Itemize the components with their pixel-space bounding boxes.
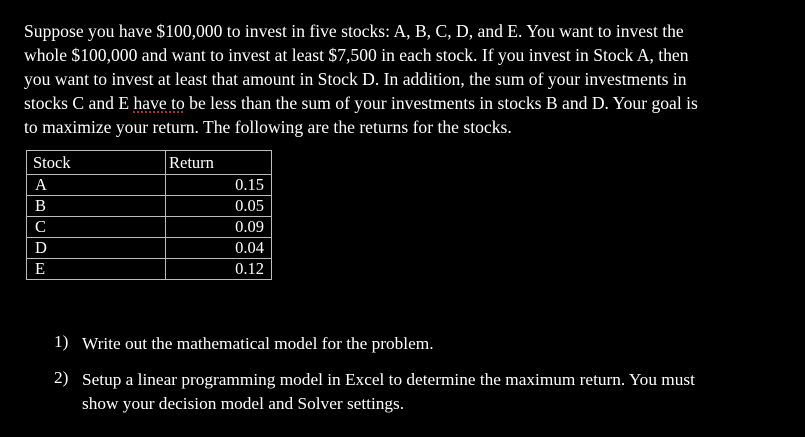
- problem-line-4: [24, 91, 794, 115]
- cell-stock: C: [27, 217, 166, 238]
- grammar-flagged-phrase: have to: [133, 93, 185, 113]
- list-item: [54, 332, 695, 356]
- question-list: [54, 332, 695, 416]
- problem-line-4-start: stocks C and E: [24, 93, 134, 113]
- problem-line-3: you want to invest at least that amount in Stock D. In addition, the sum of your investments in: [24, 69, 687, 89]
- table-header-row: [27, 151, 272, 175]
- header-return: Return: [166, 151, 272, 175]
- problem-line-5: to maximize your return. The following are the returns for the stocks.: [24, 117, 512, 137]
- cell-return: 0.04: [166, 238, 272, 259]
- cell-return: 0.09: [166, 217, 272, 238]
- table-row: [27, 238, 272, 259]
- cell-stock: B: [27, 196, 166, 217]
- question-text: [82, 368, 695, 416]
- problem-line-2: whole $100,000 and want to invest at least $7,500 in each stock. If you invest in Stock A, then: [24, 45, 689, 65]
- problem-line-4-end: be less than the sum of your investments in stocks B and D. Your goal is: [184, 93, 698, 113]
- table-row: [27, 175, 272, 196]
- question-2-line-2: show your decision model and Solver settings.: [82, 394, 405, 413]
- cell-stock: A: [27, 175, 166, 196]
- question-number: 1): [54, 332, 69, 351]
- problem-line-1: Suppose you have $100,000 to invest in five stocks: A, B, C, D, and E. You want to invest the: [24, 21, 684, 41]
- table-row: [27, 259, 272, 280]
- problem-statement: [24, 19, 794, 139]
- cell-stock: D: [27, 238, 166, 259]
- question-text: [82, 332, 695, 356]
- cell-return: 0.05: [166, 196, 272, 217]
- table-row: [27, 217, 272, 238]
- cell-return: 0.12: [166, 259, 272, 280]
- list-item: [54, 368, 695, 416]
- header-stock: Stock: [27, 151, 166, 175]
- question-number: 2): [54, 368, 69, 387]
- cell-stock: E: [27, 259, 166, 280]
- cell-return: 0.15: [166, 175, 272, 196]
- question-1-line-1: Write out the mathematical model for the problem.: [82, 334, 434, 353]
- stock-returns-table: [26, 150, 272, 280]
- question-2-line-1: Setup a linear programming model in Excel to determine the maximum return. You must: [82, 370, 695, 389]
- table-row: [27, 196, 272, 217]
